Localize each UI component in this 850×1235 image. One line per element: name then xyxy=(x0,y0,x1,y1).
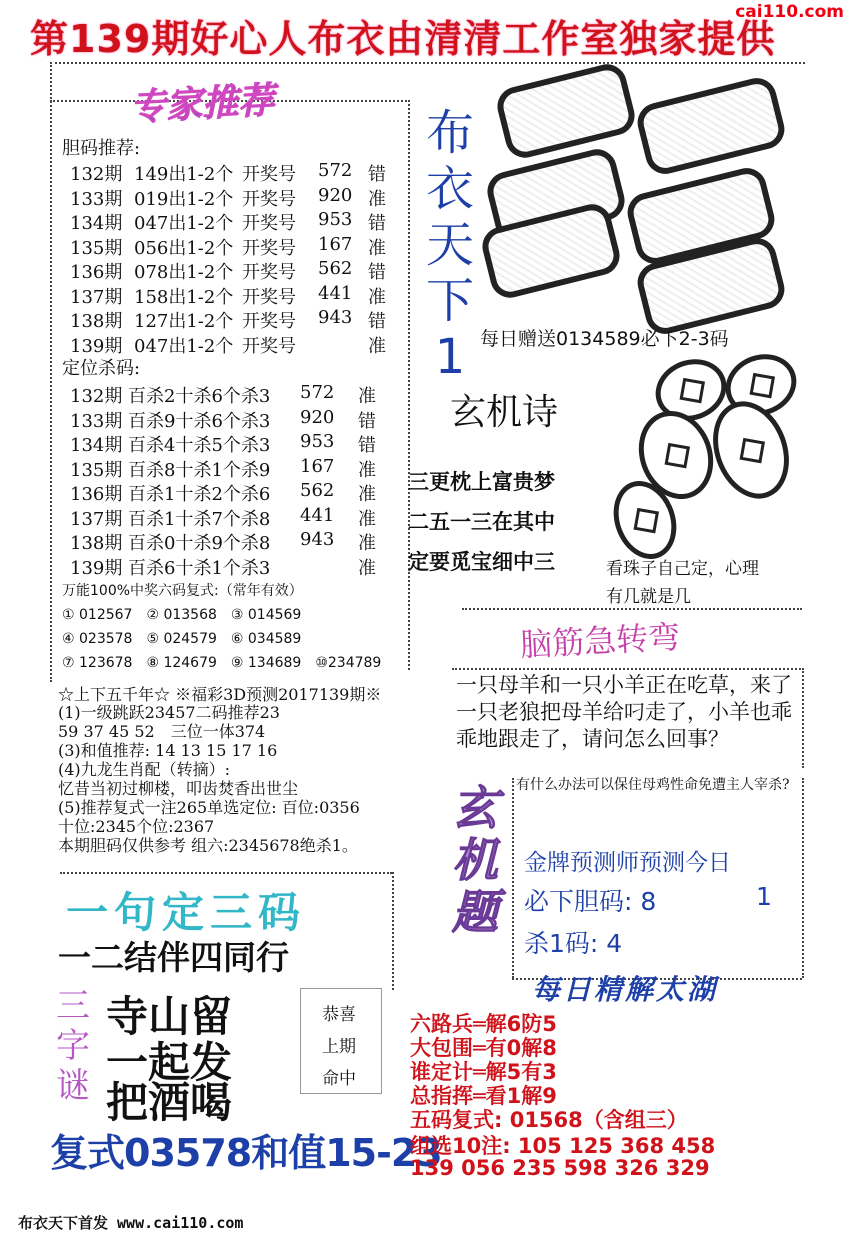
table-cell: 953 xyxy=(318,209,353,230)
table-cell: 开奖号 xyxy=(242,188,296,210)
divider xyxy=(50,62,805,64)
table-cell: 错 xyxy=(368,164,386,185)
divider xyxy=(452,668,804,670)
forecast-line: (3)和值推荐: 14 13 15 17 16 xyxy=(58,741,278,760)
six-code-line: ⑦ 123678 ⑧ 124679 ⑨ 134689 ⑩234789 xyxy=(62,655,382,671)
divider xyxy=(802,668,804,768)
three-word-vertical: 三字谜 xyxy=(56,986,90,1106)
page-title: 第139期好心人布衣由清清工作室独家提供 xyxy=(30,17,776,61)
forecast-line: (1)一级跳跃23457二码推荐23 xyxy=(58,703,280,722)
table-cell: 138期 xyxy=(70,311,123,332)
group-line: 139 056 235 598 326 329 xyxy=(410,1156,710,1180)
poem-line: 定要觅宝细中三 xyxy=(408,550,555,574)
taihu-line: 总指挥═看1解9 xyxy=(410,1084,557,1108)
table-cell: 139期 xyxy=(70,557,123,579)
forecast-line: 59 37 45 52 三位一体374 xyxy=(58,722,266,741)
congrats-box xyxy=(300,988,382,1094)
table-cell: 准 xyxy=(368,237,386,259)
table-cell: 135期 xyxy=(70,237,123,259)
table-cell: 572 xyxy=(300,382,335,403)
table-cell: 准 xyxy=(368,188,386,210)
brain-text: 一只母羊和一只小羊正在吃草，来了一只老狼把母羊给叼走了，小羊也乖乖地跟走了，请问怎么回事？ xyxy=(456,673,792,751)
brain-heading: 脑筋急转弯 xyxy=(519,617,682,665)
riddle-line: 寺山留 xyxy=(106,992,233,1041)
poem-note: 看珠子自己定，心理 xyxy=(606,559,759,579)
table-cell: 920 xyxy=(300,406,335,428)
table-cell: 错 xyxy=(368,311,386,332)
forecast-line: (4)九龙生肖配（转摘）: xyxy=(58,760,231,779)
table-cell: 441 xyxy=(318,282,353,304)
table-cell: 047出1-2个 xyxy=(134,335,234,357)
table-cell: 127出1-2个 xyxy=(134,311,234,332)
riddle-line: 把酒喝 xyxy=(106,1078,233,1127)
table-cell: 562 xyxy=(300,480,335,501)
table-cell: 准 xyxy=(358,484,376,505)
fushi-hezhi: 复式03578和值15-23 xyxy=(50,1131,442,1175)
table-cell: 百杀0十杀9个杀8 xyxy=(128,533,271,554)
taihu-heading: 每日精解太湖 xyxy=(532,973,719,1006)
congrats-line: 上期 xyxy=(322,1037,356,1057)
poem-line: 三更枕上富贵梦 xyxy=(408,470,555,494)
table-cell: 132期 xyxy=(70,164,123,185)
forecast-line: (5)推荐复式一注265单选定位: 百位:0356 xyxy=(58,798,360,817)
divider xyxy=(802,778,804,978)
six-code-line: ① 012567 ② 013568 ③ 014569 xyxy=(62,607,302,623)
footer-text[interactable]: 布衣天下首发 www.cai110.com xyxy=(18,1214,244,1232)
riddle-line: 一起发 xyxy=(106,1038,233,1087)
divider xyxy=(60,872,392,874)
table-cell: 056出1-2个 xyxy=(134,237,234,259)
table-cell: 134期 xyxy=(70,435,123,456)
divider xyxy=(392,872,394,990)
taihu-line: 六路兵═解6防5 xyxy=(410,1012,557,1036)
congrats-line: 恭喜 xyxy=(322,1005,356,1025)
poem-line: 二五一三在其中 xyxy=(408,510,555,534)
table-cell: 错 xyxy=(368,262,386,283)
forecast-line: 忆昔当初过柳楼，叩齿焚香出世尘 xyxy=(58,779,299,798)
table-cell: 133期 xyxy=(70,188,123,210)
table-cell: 047出1-2个 xyxy=(134,213,234,234)
table-cell: 开奖号 xyxy=(242,237,296,259)
table-cell: 136期 xyxy=(70,262,123,283)
table-cell: 134期 xyxy=(70,213,123,234)
table-cell: 562 xyxy=(318,258,353,279)
table-cell: 准 xyxy=(358,386,376,407)
table-cell: 441 xyxy=(300,504,335,526)
divider xyxy=(408,100,410,670)
expert-heading: 专家推荐 xyxy=(129,80,276,129)
table-cell: 137期 xyxy=(70,508,123,530)
table-cell: 百杀4十杀5个杀3 xyxy=(128,435,271,456)
divider xyxy=(50,62,52,682)
table-cell: 133期 xyxy=(70,410,123,432)
dan-label: 胆码推荐: xyxy=(62,138,141,159)
forecast-line: ☆上下五千年☆ ※福彩3D预测2017139期※ xyxy=(58,685,382,704)
one-sentence-heading: 一句定三码 xyxy=(66,888,307,937)
table-cell: 920 xyxy=(318,184,353,206)
taihu-line: 大包围═有0解8 xyxy=(410,1036,557,1060)
table-cell: 开奖号 xyxy=(242,164,296,185)
table-cell: 167 xyxy=(318,233,353,255)
table-cell: 158出1-2个 xyxy=(134,286,234,308)
table-cell: 错 xyxy=(358,410,376,432)
six-code-title: 万能100%中奖六码复式:（常年有效） xyxy=(62,583,303,599)
site-url[interactable]: cai110.com xyxy=(735,2,844,22)
table-cell: 错 xyxy=(368,213,386,234)
five-code: 五码复式: 01568（含组三） xyxy=(410,1108,688,1132)
table-cell: 953 xyxy=(300,431,335,452)
divider xyxy=(512,778,514,978)
table-cell: 错 xyxy=(358,435,376,456)
table-cell: 百杀9十杀6个杀3 xyxy=(128,410,271,432)
table-cell: 准 xyxy=(358,459,376,481)
poem-title: 玄机诗 xyxy=(450,392,559,433)
dan-code-2: 1 xyxy=(756,882,772,911)
table-cell: 572 xyxy=(318,160,353,181)
buyi-vertical-title: 布衣天下1 xyxy=(425,105,474,385)
table-cell: 百杀6十杀1个杀3 xyxy=(128,557,271,579)
table-cell: 943 xyxy=(318,307,353,328)
six-code-line: ④ 023578 ⑤ 024579 ⑥ 034589 xyxy=(62,631,302,647)
table-cell: 132期 xyxy=(70,386,123,407)
table-cell: 136期 xyxy=(70,484,123,505)
riddle-question: 有什么办法可以保住母鸡性命免遭主人宰杀? xyxy=(516,777,790,793)
table-cell: 百杀2十杀6个杀3 xyxy=(128,386,271,407)
table-cell: 135期 xyxy=(70,459,123,481)
table-cell: 开奖号 xyxy=(242,286,296,308)
table-cell: 149出1-2个 xyxy=(134,164,234,185)
dan-code: 必下胆码: 8 xyxy=(524,887,657,916)
table-cell: 准 xyxy=(358,508,376,530)
table-cell: 准 xyxy=(368,335,386,357)
poem-note: 有几就是几 xyxy=(606,587,691,607)
table-cell: 开奖号 xyxy=(242,213,296,234)
table-cell: 138期 xyxy=(70,533,123,554)
table-cell: 开奖号 xyxy=(242,311,296,332)
forecast-line: 本期胆码仅供参考 组六:2345678绝杀1。 xyxy=(58,836,358,855)
table-cell: 137期 xyxy=(70,286,123,308)
table-cell: 139期 xyxy=(70,335,123,357)
table-cell: 准 xyxy=(358,557,376,579)
table-cell: 078出1-2个 xyxy=(134,262,234,283)
daily-gift: 每日赠送0134589必下2-3码 xyxy=(480,328,729,350)
table-cell: 百杀8十杀1个杀9 xyxy=(128,459,271,481)
table-cell: 开奖号 xyxy=(242,262,296,283)
riddle-vertical-title: 玄机题 xyxy=(452,781,498,939)
table-cell: 准 xyxy=(368,286,386,308)
group-line: 组选10注: 105 125 368 458 xyxy=(410,1134,716,1158)
table-cell: 开奖号 xyxy=(242,335,296,357)
table-cell: 019出1-2个 xyxy=(134,188,234,210)
taihu-line: 谁定计═解5有3 xyxy=(410,1060,557,1084)
table-cell: 167 xyxy=(300,455,335,477)
forecast-line: 十位:2345个位:2367 xyxy=(58,817,215,836)
kill-label: 定位杀码: xyxy=(62,358,141,379)
congrats-line: 命中 xyxy=(322,1069,356,1089)
table-cell: 943 xyxy=(300,529,335,550)
table-cell: 准 xyxy=(358,533,376,554)
divider xyxy=(462,608,802,610)
table-cell: 百杀1十杀7个杀8 xyxy=(128,508,271,530)
one-sentence-phrase: 一二结伴四同行 xyxy=(58,938,289,977)
kill-code: 杀1码: 4 xyxy=(524,929,623,958)
table-cell: 百杀1十杀2个杀6 xyxy=(128,484,271,505)
gold-title: 金牌预测师预测今日 xyxy=(524,850,731,876)
